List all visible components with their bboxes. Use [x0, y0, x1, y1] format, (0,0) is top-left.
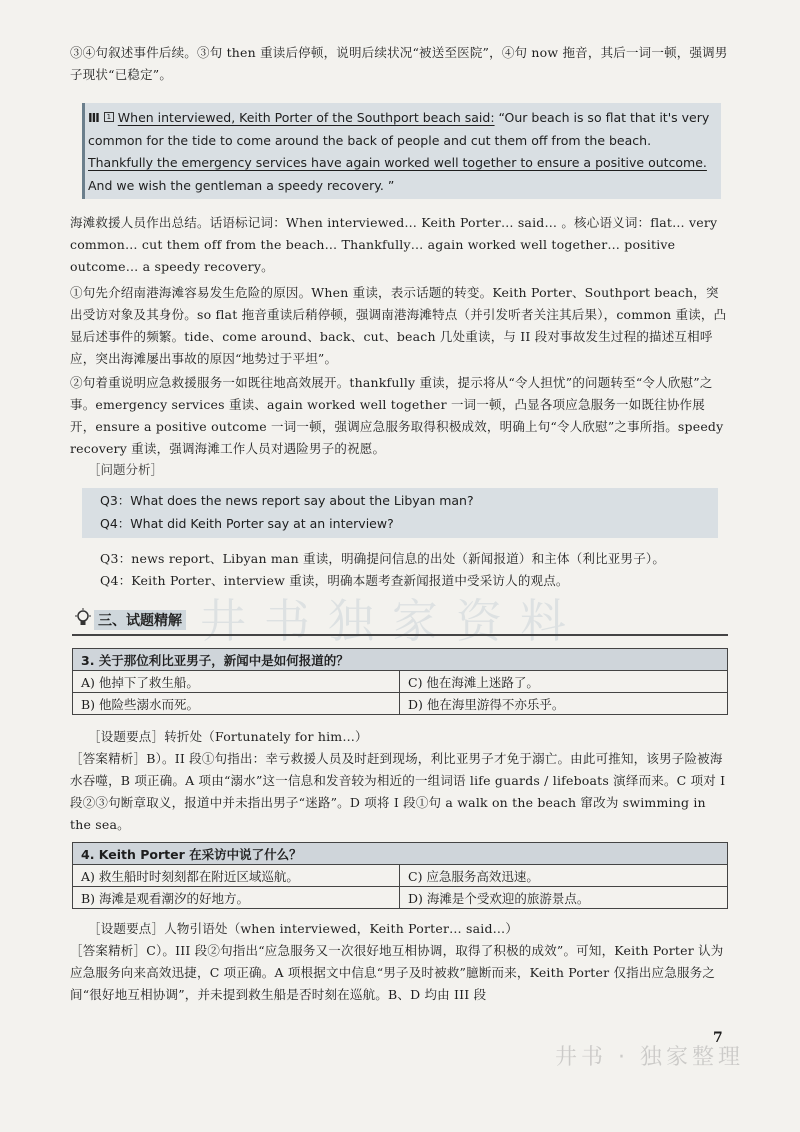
- q3-line: Q3：What does the news report say about the Libyan man?: [100, 493, 474, 508]
- paragraph-sentence1: ①句先介绍南港海滩容易发生危险的原因。When 重读，表示话题的转变。Keith Porter、Southport beach，突出受访对象及其身份。so flat 拖音重读后稍停顿，强调南港海滩特点（并引发听者关注其后果），common 重读，凸显后述事件的频繁。tide、come around、back、cut、beach 几处重读，与 II 段对事故发生过程的描述互相呼应，突出海滩屡出事故的原因“地势过于平坦”。: [70, 285, 727, 366]
- q4-line: Q4：What did Keith Porter say at an interview?: [100, 516, 394, 531]
- question4-table: [72, 842, 728, 909]
- section-title: 三、试题精解: [94, 610, 186, 630]
- quote-text: [88, 107, 713, 197]
- analysis-label: ［问题分析］: [88, 462, 164, 477]
- q4-analysis: Q4：Keith Porter、interview 重读，明确本题考查新闻报道中受采访人的观点。: [100, 573, 569, 588]
- q3-answer-analysis: ［答案精析］B）。II 段①句指出：幸亏救援人员及时赶到现场，利比亚男子才免于溺亡。由此可推知，该男子险被海水吞噬，B 项正确。A 项由“溺水”这一信息和发音较为相近的一组词语 life guards / lifeboats 演绎而来。C 项对 I 段②③句断章取义，报道中并未指出男子“迷路”。D 项将 I 段①句 a walk on the beach 窜改为 swimming in the sea。: [70, 751, 726, 832]
- quote-part-2: “Our beach is so flat that it's very common for the tide to come around the back of people and cut them off from the beach.: [88, 110, 710, 148]
- q4-design-point: ［设题要点］人物引语处（when interviewed，Keith Porter… said…）: [88, 921, 519, 936]
- option-b: B) 海滩是观看潮汐的好地方。: [73, 887, 400, 909]
- paragraph-sentence2: ②句着重说明应急救援服务一如既往地高效展开。thankfully 重读，提示将从“令人担忧”的问题转至“令人欣慰”之事。emergency services 重读、again worked well together 一词一顿，凸显各项应急服务一如既往协作展开，ensure a positive outcome 一词一顿，强调应急服务取得积极成效，明确上句“令人欣慰”之事所指。speedy recovery 重读，强调海滩工作人员对遇险男子的祝愿。: [70, 375, 724, 456]
- question4-stem: 4. Keith Porter 在采访中说了什么？: [73, 843, 728, 865]
- paragraph-summary: 海滩救援人员作出总结。话语标记词：When interviewed… Keith Porter… said… 。核心语义词：flat… very common… cut them off from the beach… Thankfully… again worked well together… positive outcome… a speedy recovery。: [70, 215, 718, 274]
- sentence-number-box: 1: [104, 112, 114, 122]
- watermark: 井书独家资料: [200, 594, 584, 648]
- lightbulb-icon: [74, 608, 92, 628]
- option-b: B) 他险些溺水而死。: [73, 693, 400, 715]
- quote-part-3: Thankfully the emergency services have again worked well together to ensure a positive outcome.: [88, 155, 707, 170]
- roman-numeral: Ⅲ: [88, 110, 100, 125]
- q4-answer-analysis: ［答案精析］C）。III 段②句指出“应急服务又一次很好地互相协调，取得了积极的成效”。可知，Keith Porter 认为应急服务向来高效迅捷，C 项正确。A 项根据文中信息“男子及时被救”臆断而来，Keith Porter 仅指出应急服务之间“很好地互相协调”，并未提到救生船是否时刻在巡航。B、D 均由 III 段: [70, 943, 724, 1002]
- footer-watermark: 井书 · 独家整理: [555, 1045, 744, 1070]
- paragraph-events-followup: ③④句叙述事件后续。③句 then 重读后停顿，说明后续状况“被送至医院”，④句 now 拖音，其后一词一顿，强调男子现状“已稳定”。: [70, 45, 728, 82]
- option-c: C) 他在海滩上迷路了。: [400, 671, 728, 693]
- question3-stem: 3. 关于那位利比亚男子，新闻中是如何报道的？: [73, 649, 728, 671]
- option-d: D) 他在海里游得不亦乐乎。: [400, 693, 728, 715]
- q3-analysis: Q3：news report、Libyan man 重读，明确提问信息的出处（新闻报道）和主体（利比亚男子）。: [100, 551, 666, 566]
- quote-part-1: When interviewed, Keith Porter of the Southport beach said:: [117, 110, 495, 125]
- option-a: A) 他掉下了救生船。: [73, 671, 400, 693]
- q3-design-point: ［设题要点］转折处（Fortunately for him…）: [88, 729, 368, 744]
- option-a: A) 救生船时时刻刻都在附近区域巡航。: [73, 865, 400, 887]
- page-number: 7: [713, 1030, 723, 1046]
- quote-part-4: And we wish the gentleman a speedy recovery. ”: [88, 177, 395, 193]
- question3-table: [72, 648, 728, 715]
- option-d: D) 海滩是个受欢迎的旅游景点。: [400, 887, 728, 909]
- option-c: C) 应急服务高效迅速。: [400, 865, 728, 887]
